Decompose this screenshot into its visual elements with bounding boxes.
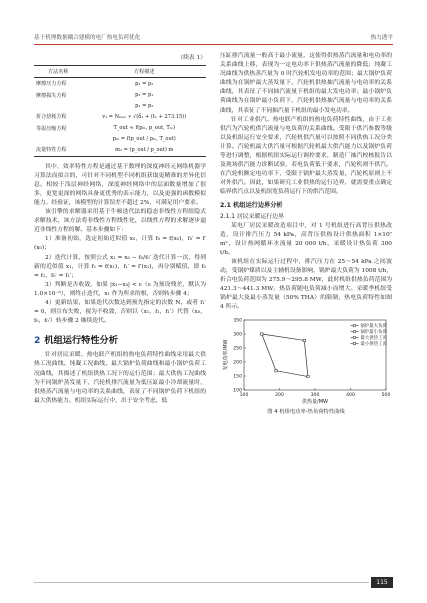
right-column xyxy=(220,52,392,415)
header-divider xyxy=(34,44,393,45)
figure-caption: 图 4 机组电功率-热负荷特性曲线 xyxy=(267,409,345,416)
y-tick-label: 200 xyxy=(233,361,242,367)
data-point xyxy=(261,333,263,335)
table-cell-method: 流量特性方程 xyxy=(34,144,82,156)
legend-marker xyxy=(353,325,355,327)
running-header xyxy=(34,30,393,44)
x-tick-label: 200 xyxy=(275,393,284,399)
table-header-row xyxy=(34,66,206,78)
legend-marker xyxy=(353,331,355,333)
section-heading xyxy=(34,332,206,346)
y-tick-label: 100 xyxy=(233,389,242,395)
paragraph: 1）准备初始，选定初始近似值 x₀，计算 f₀ = f(x₀)，f₀′ = f′(x₀)； xyxy=(34,236,206,252)
x-tick-label: 100 xyxy=(239,393,249,399)
paragraph: 某电厂居民采暖改造项目中，对 1 号机组进行高背压供热改造，设计排汽压力 54 kPa，高背压供热设计供热面积 1×10⁷ m²，设计热网循环水流量 20 000 t/h，采暖设计热负荷 300 t/h。 xyxy=(220,222,392,256)
table-cell-equation: p₁ = p₂ xyxy=(135,80,154,87)
paragraph: 针对工业供汽、热电联产机组的热电负荷特性曲线，由于工业供汽为汽轮机供汽流量与电负荷的关系曲线。受限于供汽参数等级以及机组运行安全要求，汽轮机供汽量可以按照不同供热工况分类计算。汽轮机最大供汽量可根据汽轮机最大供汽能力以及锅炉负荷等进行调整，根据机组实际运行调控要求，制造厂抽汽校核报告以及现场供汽能力诊断试验，若电负荷低于要求，汽轮机则不供汽。在汽轮机额定电功率下，受限于锅炉最大蒸发量，汽轮机原则上不对外供汽。因此，如果研究工业供热的运行边界，就需要重点确定临界供汽点以及机组宽负荷运行下的供汽范围。 xyxy=(220,116,392,196)
table-row xyxy=(34,101,206,111)
x-tick-label: 500 xyxy=(381,393,391,399)
legend-label: 锅炉最小负荷 xyxy=(360,330,387,336)
header-journal-name: 热力透平 xyxy=(370,35,393,41)
methods-table xyxy=(34,65,206,157)
y-axis-label: 发电功率/MW xyxy=(223,339,229,371)
subsubsection-heading: 2.1.1 居民采暖运行边界 xyxy=(220,213,284,220)
table-cell-equation: T_out ≈ f(pᵢₙ, p_out, Tᵢₙ) xyxy=(113,125,175,132)
table-cell-method: 摩擦损失方程 xyxy=(36,92,67,99)
table-cell-equation: pᵢₙ = f(p_out / pᵢₙ, T_out) xyxy=(112,136,176,143)
section-number: 2 xyxy=(34,335,41,347)
legend-label: 锅炉最大负荷 xyxy=(360,324,387,330)
table-row xyxy=(34,111,206,122)
table-cell-method: 等温压缩方程 xyxy=(36,125,67,132)
y-tick-label: 300 xyxy=(233,333,242,339)
series-line xyxy=(304,341,308,377)
table-row xyxy=(34,123,206,134)
chart-svg xyxy=(220,314,392,406)
x-tick-label: 400 xyxy=(346,393,355,399)
legend-label: 最大供热工况 xyxy=(360,336,387,342)
series-line xyxy=(276,371,308,377)
subsection-heading: 2.1 机组运行边界分析 xyxy=(220,201,283,209)
data-point xyxy=(307,376,309,378)
paragraph: 其中，效率特性方程是通过基于数理的深度神经元网络机器学习算法而拟合的，可针对不同机型不同机组获取更精准的差异化信息。相较于浅层神经网络，深度神经网络中的层面数量增加了很多，更宽更深的网络具备更优秀的表示能力，以及更强的函数模拟能力。经验证，该模型的计算误差不超过 2%，可满足用户要求。 xyxy=(34,163,206,206)
table-row xyxy=(34,89,206,100)
series-line xyxy=(262,334,305,340)
figure-4-chart xyxy=(220,314,392,406)
x-tick-label: 300 xyxy=(310,393,320,399)
legend-marker xyxy=(353,337,355,339)
footer-divider xyxy=(34,582,369,583)
table-row xyxy=(34,78,206,90)
table-row xyxy=(34,144,206,156)
page-number: 115 xyxy=(371,577,393,588)
data-point xyxy=(303,340,305,342)
header-article-title: 基于机理数据耦合建模的电厂热电负荷优化 xyxy=(34,35,141,41)
table-header-cell: 方程描述 xyxy=(82,66,206,78)
paragraph: 3）判断是否收敛，如果 |x₁−x₀| < ε（ε 为预设残差，默认为 1.0×10⁻⁶），则终止迭代，x₁ 作为所求的根，否则转步骤 4； xyxy=(34,281,206,297)
table-cell-equation: m₂ = (p_out / p_out) m xyxy=(82,144,206,156)
legend-marker xyxy=(353,343,355,345)
table-header-cell: 方法名称 xyxy=(34,66,82,78)
left-column xyxy=(34,52,206,406)
legend-label: 最小供热工况 xyxy=(360,342,387,348)
table-caption: （续表 1） xyxy=(177,55,206,61)
series-line xyxy=(262,334,276,371)
paragraph: 压缸排汽流量一般高于最小流量，这使得供热蒸汽流量和电功率的关系曲线上移，表现为一定电功率下供热蒸汽流量的降低；纯凝工况曲线为供热蒸汽量为 0 时汽轮机发电功率的范围；最大锅炉负荷曲线为在锅炉最大蒸发量下，汽轮机供热抽汽流量与电功率的关系曲线，其表征了不同抽汽流量下机组的最大发电功率；最小锅炉负荷曲线为在锅炉最小负荷下，汽轮机供热抽汽流量与电功率的关系曲线，其表征了不同抽汽量下机组的最小发电功率。 xyxy=(220,53,392,114)
data-point xyxy=(275,370,277,372)
y-tick-label: 350 xyxy=(233,319,242,325)
table-cell-equation: v₁ = Nₘₐₓ ∗ √(δ₁ + (t₁ + 273.15)) xyxy=(102,113,187,120)
section-title: 机组运行特性分析 xyxy=(44,335,118,347)
table-cell-equation: p₂ = p₁ xyxy=(135,92,154,99)
paragraph: 2）迭代计算，按照公式 x₁ = x₀ − f₀/f₀′ 迭代计算一次，得到新的近似值 x₁，计算 f₁ = f(x₁)，f₁′ = f′(x₁)，再分别赋值，即 f₀ = f₁，f₀′ = f₁′； xyxy=(34,254,206,279)
table-cell-method: 摩擦压力方程 xyxy=(36,81,67,88)
table-cell-equation: p₁ = p₂ xyxy=(135,102,154,109)
paragraph: 该机组在实际运行过程中，排汽压力在 25～54 kPa 之间波动，受锅炉煤质以及主辅机设备影响，锅炉最大负荷为 1008 t/h，折合电负荷范围为 275.9～295.8 MW，此时机组供热负荷范围为 421.3～441.3 MW。热负荷随电负荷减小而增大。采暖季机组受锅炉最大及最小蒸发量（50% THA）的限制，热电负荷特性如图 4 所示。 xyxy=(220,258,392,311)
y-tick-label: 250 xyxy=(233,347,242,353)
paragraph: 针对居民采暖、热电联产机组的热电负荷特性曲线采用最大供热工况曲线、纯凝工况曲线、最大锅炉负荷曲线和最小锅炉负荷工况曲线，其描述了机组供热工况下的运行范围；最大供热工况曲线为不同锅炉蒸发量下，汽轮机排汽流量为低压缸最小冷却流量时，供热蒸汽流量与电功率的关系曲线，表征了不同锅炉负荷下机组的最大供热能力。机组实际运行中，出于安全考虑，低 xyxy=(34,352,206,404)
table-row xyxy=(34,134,206,144)
x-axis-label: 供热量/MW xyxy=(302,399,328,406)
table-cell-method xyxy=(34,101,82,111)
y-tick-label: 150 xyxy=(233,375,242,381)
table-cell-method: 折合焓耗方程 xyxy=(36,114,67,121)
paragraph: 该引擎的求解器采用基于牛顿迭代法的稳态非线性方程组隐式求解技术，该方法将非线性方程线性化，以线性方程的求解逐步逼近非线性方程的解。基本步骤如下： xyxy=(34,209,206,234)
table-cell-method xyxy=(34,134,82,144)
paragraph: 4）更新结果，如果迭代次数达到预先指定的次数 N，或者 f₁′ = 0，则宣布失败，视为不收敛，否则以（x₁，f₁，f₁′）代替（x₀，f₀，f₀′）转步骤 2 继续迭代。 xyxy=(34,300,206,325)
